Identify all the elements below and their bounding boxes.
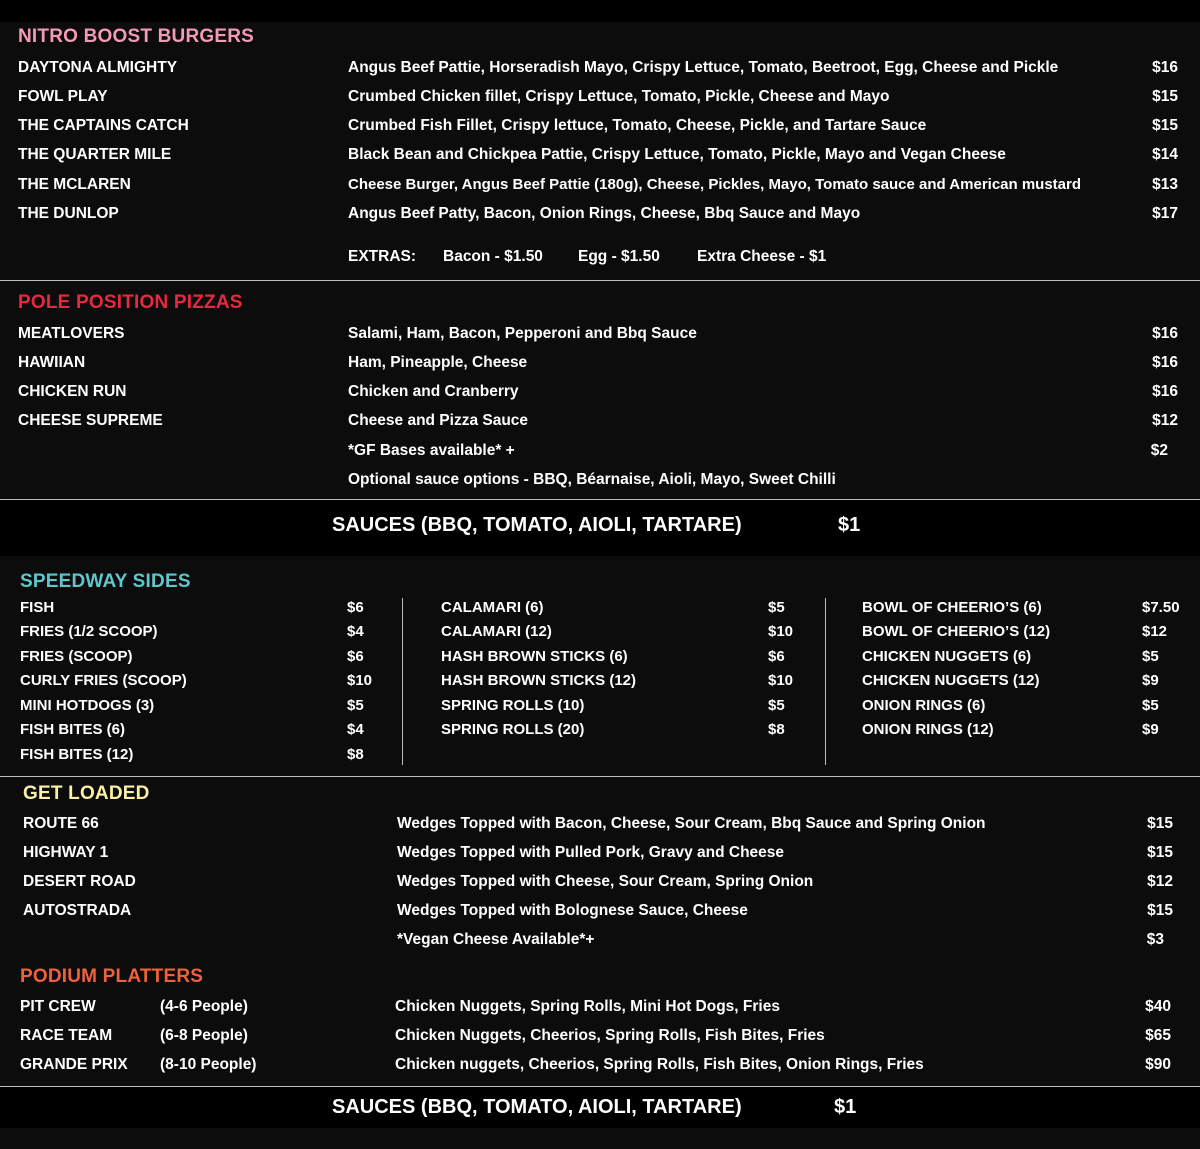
menu-item-price: $14 [1152, 146, 1178, 163]
sides-title: SPEEDWAY SIDES [20, 571, 191, 592]
side-item-name: BOWL OF CHEERIO’S (12) [862, 623, 1051, 640]
extras-label: EXTRAS: [348, 248, 417, 265]
menu-item-price: $12 [1147, 873, 1173, 890]
side-item-price: $6 [768, 648, 785, 665]
platter-desc: Chicken Nuggets, Cheerios, Spring Rolls, Fish Bites, Fries [395, 1027, 825, 1044]
menu-item-desc: Ham, Pineapple, Cheese [348, 354, 528, 371]
menu-item-name: THE MCLAREN [18, 176, 131, 193]
vegan-note: *Vegan Cheese Available*+ [397, 931, 595, 948]
side-item-price: $9 [1142, 721, 1159, 738]
menu-item-desc: Angus Beef Pattie, Horseradish Mayo, Crispy Lettuce, Tomato, Beetroot, Egg, Cheese and Pickle [348, 59, 1059, 76]
side-item-name: SPRING ROLLS (20) [441, 721, 585, 738]
menu-item-price: $15 [1147, 902, 1173, 919]
side-item-price: $7.50 [1142, 599, 1180, 616]
side-item-price: $5 [768, 599, 785, 616]
sauces-label: SAUCES (BBQ, TOMATO, AIOLI, TARTARE) [332, 1096, 742, 1118]
menu-item-name: AUTOSTRADA [23, 902, 132, 919]
menu-item-name: THE DUNLOP [18, 205, 119, 222]
platter-people: (8-10 People) [160, 1056, 257, 1073]
side-item-name: ONION RINGS (12) [862, 721, 994, 738]
menu-item-price: $15 [1152, 88, 1178, 105]
platter-name: GRANDE PRIX [20, 1056, 128, 1073]
menu-item-name: THE CAPTAINS CATCH [18, 117, 189, 134]
pizzas-title: POLE POSITION PIZZAS [18, 292, 243, 313]
side-item-price: $5 [347, 697, 364, 714]
platter-price: $90 [1145, 1056, 1171, 1073]
side-item-name: ONION RINGS (6) [862, 697, 986, 714]
side-item-price: $4 [347, 721, 364, 738]
menu-item-desc: Wedges Topped with Cheese, Sour Cream, Spring Onion [397, 873, 814, 890]
menu-item-name: FOWL PLAY [18, 88, 108, 105]
menu-item-price: $15 [1147, 844, 1173, 861]
menu-item-desc: Cheese Burger, Angus Beef Pattie (180g), Cheese, Pickles, Mayo, Tomato sauce and American mustard [348, 176, 1082, 193]
menu-item-desc: Black Bean and Chickpea Pattie, Crispy Lettuce, Tomato, Pickle, Mayo and Vegan Cheese [348, 146, 1006, 163]
side-item-name: FRIES (1/2 SCOOP) [20, 623, 158, 640]
menu-item-price: $17 [1152, 205, 1178, 222]
vegan-price: $3 [1146, 931, 1164, 948]
sauces-price: $1 [838, 514, 861, 536]
menu-item-name: CHEESE SUPREME [18, 412, 163, 429]
side-item-price: $12 [1142, 623, 1168, 640]
platters-section [0, 958, 1200, 1086]
menu-item-price: $16 [1152, 383, 1178, 400]
sides-section [0, 556, 1200, 776]
menu-item-price: $15 [1147, 815, 1173, 832]
burgers-title: NITRO BOOST BURGERS [18, 26, 255, 47]
side-item-name: CALAMARI (12) [441, 623, 552, 640]
side-item-name: FISH [20, 599, 55, 616]
side-item-name: FISH BITES (6) [20, 721, 126, 738]
side-item-price: $8 [768, 721, 785, 738]
side-item-name: HASH BROWN STICKS (6) [441, 648, 628, 665]
side-item-price: $6 [347, 599, 364, 616]
side-item-name: CALAMARI (6) [441, 599, 544, 616]
menu-item-name: DESERT ROAD [23, 873, 136, 890]
extra-cheese: Extra Cheese - $1 [697, 248, 827, 265]
sauces-label: SAUCES (BBQ, TOMATO, AIOLI, TARTARE) [332, 514, 742, 536]
menu-item-name: THE QUARTER MILE [18, 146, 172, 163]
platter-people: (4-6 People) [160, 998, 248, 1015]
side-item-name: BOWL OF CHEERIO’S (6) [862, 599, 1042, 616]
column-divider [825, 598, 826, 765]
side-item-name: CURLY FRIES (SCOOP) [20, 672, 187, 689]
menu-item-desc: Wedges Topped with Pulled Pork, Gravy and Cheese [397, 844, 785, 861]
menu-item-price: $15 [1152, 117, 1178, 134]
side-item-price: $10 [768, 623, 794, 640]
side-item-name: FRIES (SCOOP) [20, 648, 133, 665]
side-item-price: $10 [347, 672, 373, 689]
side-item-name: MINI HOTDOGS (3) [20, 697, 155, 714]
menu-item-name: ROUTE 66 [23, 815, 99, 832]
menu-item-price: $13 [1152, 176, 1178, 193]
side-item-price: $5 [768, 697, 785, 714]
extra-egg: Egg - $1.50 [578, 248, 660, 265]
footer-band [0, 1128, 1200, 1149]
platter-price: $65 [1145, 1027, 1171, 1044]
burgers-section [0, 22, 1200, 280]
menu-item-price: $16 [1152, 59, 1178, 76]
platter-name: RACE TEAM [20, 1027, 113, 1044]
side-item-price: $9 [1142, 672, 1159, 689]
menu-item-desc: Chicken and Cranberry [348, 383, 519, 400]
column-divider [402, 598, 403, 765]
menu-item-desc: Crumbed Chicken fillet, Crispy Lettuce, Tomato, Pickle, Cheese and Mayo [348, 88, 890, 105]
menu-item-desc: Crumbed Fish Fillet, Crispy lettuce, Tomato, Cheese, Pickle, and Tartare Sauce [348, 117, 927, 134]
menu-item-desc: Cheese and Pizza Sauce [348, 412, 529, 429]
menu-item-price: $16 [1152, 325, 1178, 342]
loaded-section [0, 777, 1200, 958]
side-item-name: CHICKEN NUGGETS (12) [862, 672, 1040, 689]
side-item-price: $6 [347, 648, 364, 665]
side-item-price: $8 [347, 746, 364, 763]
divider [0, 1086, 1200, 1087]
platter-people: (6-8 People) [160, 1027, 248, 1044]
sauce-note: Optional sauce options - BBQ, Béarnaise, Aioli, Mayo, Sweet Chilli [348, 471, 836, 488]
platters-title: PODIUM PLATTERS [20, 966, 204, 987]
menu-item-name: HIGHWAY 1 [23, 844, 109, 861]
menu-item-name: CHICKEN RUN [18, 383, 127, 400]
gf-note: *GF Bases available* + [348, 442, 515, 459]
side-item-price: $10 [768, 672, 794, 689]
side-item-name: SPRING ROLLS (10) [441, 697, 585, 714]
menu-item-price: $16 [1152, 354, 1178, 371]
gf-price: $2 [1150, 442, 1168, 459]
menu-item-desc: Angus Beef Patty, Bacon, Onion Rings, Cheese, Bbq Sauce and Mayo [348, 205, 861, 222]
menu-item-price: $12 [1152, 412, 1178, 429]
side-item-price: $5 [1142, 697, 1159, 714]
platter-desc: Chicken nuggets, Cheerios, Spring Rolls, Fish Bites, Onion Rings, Fries [395, 1056, 924, 1073]
side-item-name: FISH BITES (12) [20, 746, 134, 763]
menu-item-desc: Wedges Topped with Bacon, Cheese, Sour Cream, Bbq Sauce and Spring Onion [397, 815, 986, 832]
side-item-price: $5 [1142, 648, 1159, 665]
pizzas-section [0, 281, 1200, 499]
side-item-price: $4 [347, 623, 364, 640]
menu-item-name: MEATLOVERS [18, 325, 125, 342]
menu-item-desc: Salami, Ham, Bacon, Pepperoni and Bbq Sauce [348, 325, 697, 342]
loaded-title: GET LOADED [23, 783, 150, 804]
side-item-name: HASH BROWN STICKS (12) [441, 672, 637, 689]
menu-item-desc: Wedges Topped with Bolognese Sauce, Cheese [397, 902, 748, 919]
sauces-price: $1 [834, 1096, 857, 1118]
platter-name: PIT CREW [20, 998, 96, 1015]
divider [0, 499, 1200, 500]
menu-item-name: HAWIIAN [18, 354, 86, 371]
side-item-name: CHICKEN NUGGETS (6) [862, 648, 1032, 665]
platter-desc: Chicken Nuggets, Spring Rolls, Mini Hot Dogs, Fries [395, 998, 780, 1015]
extra-bacon: Bacon - $1.50 [443, 248, 543, 265]
menu-item-name: DAYTONA ALMIGHTY [18, 59, 178, 76]
platter-price: $40 [1145, 998, 1171, 1015]
